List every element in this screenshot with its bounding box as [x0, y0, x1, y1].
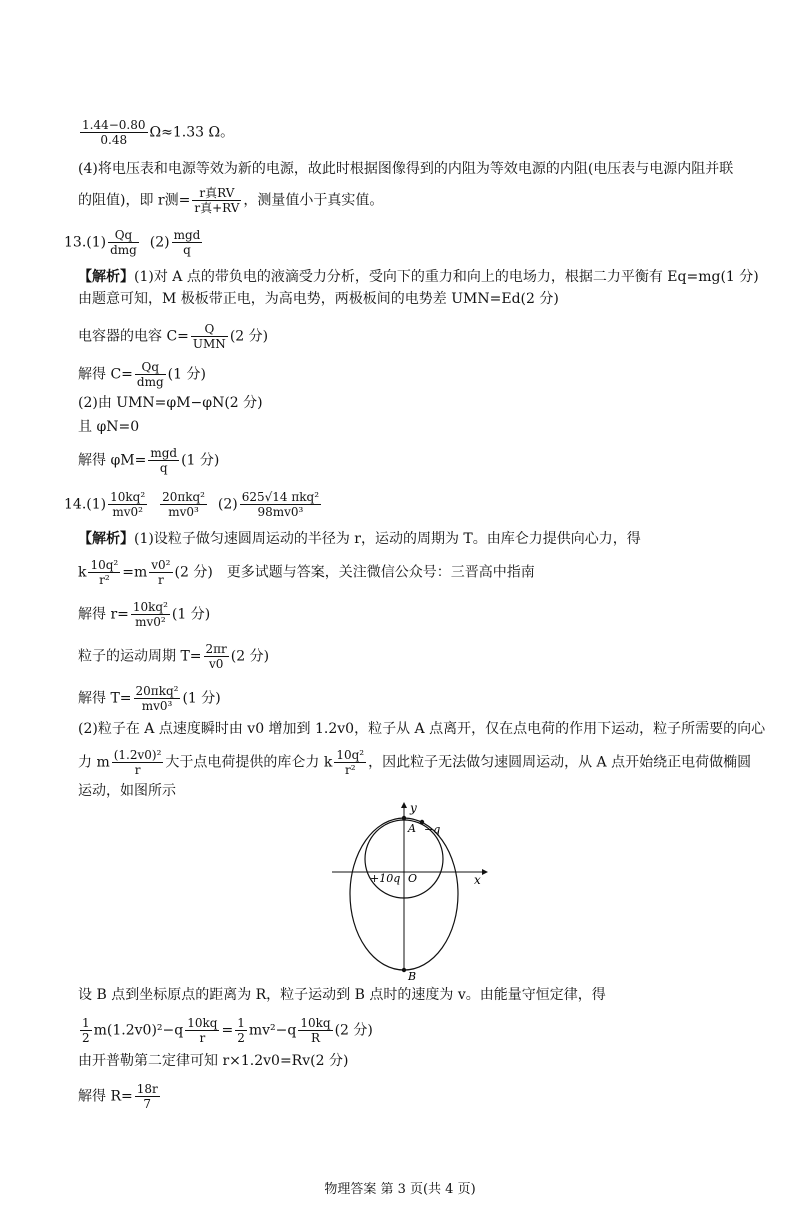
q14-analysis-3: 解得 r= $\frac{\text{10kq²}}{\text{mv0²}}$ (1 分)	[78, 600, 211, 629]
q14-answer: 14.(1) $\frac{\text{10kq²}}{\text{mv0²}}$ $\frac{\text{20πkq²}}{\text{mv0³}}$ (2) $\frac{\text{625√14 πkq²}}{\text{98mv0³}}$	[64, 490, 320, 519]
point-b	[402, 968, 406, 972]
label-a: A	[408, 822, 416, 835]
q13-analysis-6: 且 φN=0	[78, 419, 140, 435]
y-label: y	[410, 801, 417, 815]
q14-analysis-2: k $\frac{\text{10q²}}{\text{r²}}$ =m $\frac{\text{v0²}}{r}$ (2 分) 更多试题与答案，关注微信公众号：三晋高中指南	[78, 558, 535, 587]
line-2: (4)将电压表和电源等效为新的电源，故此时根据图像得到的内阻为等效电源的内阻(电压表与电源内阻并联	[78, 161, 734, 177]
q13-analysis-2: 由题意可知，M 极板带正电，为高电势，两极板间的电势差 UMN=Ed(2 分)	[78, 291, 559, 307]
q13-answer: 13.(1) $\frac{Qq}{\text{dmg}}$ (2) $\frac{\text{mgd}}{q}$	[64, 228, 201, 257]
label-b: B	[408, 970, 417, 980]
y-axis-arrow	[401, 802, 407, 808]
q14-analysis-1: 【解析】(1)设粒子做匀速圆周运动的半径为 r，运动的周期为 T。由库仑力提供向心力，得	[78, 531, 641, 547]
q13-analysis-7: 解得 φM= $\frac{\text{mgd}}{q}$ (1 分)	[78, 446, 220, 475]
q13-analysis-5: (2)由 UMN=φM−φN(2 分)	[78, 395, 263, 411]
q14-analysis-4: 粒子的运动周期 T= $\frac{2\pi r}{v0}$ (2 分)	[78, 642, 270, 671]
q14-analysis-6: (2)粒子在 A 点速度瞬时由 v0 增加到 1.2v0，粒子从 A 点离开，仅在点电荷的作用下运动，粒子所需要的向心	[78, 721, 766, 737]
line-1: $\frac{1.44-0.80}{0.48}$ Ω≈1.33 Ω。	[82, 118, 235, 147]
point-a	[402, 816, 406, 820]
x-label: x	[474, 873, 481, 887]
q13-analysis-3: 电容器的电容 C= $\frac{Q}{\text{UMN}}$ (2 分)	[78, 322, 269, 351]
page-footer: 物理答案 第 3 页(共 4 页)	[324, 1182, 476, 1197]
orbit-diagram	[320, 800, 490, 980]
line-3: 的阻值)，即 r测= $\frac{\text{r真RV}}{\text{r真+RV}}$ ，测量值小于真实值。	[78, 186, 384, 215]
q14-analysis-9: 设 B 点到坐标原点的距离为 R，粒子运动到 B 点时的速度为 v。由能量守恒定律，得	[78, 987, 606, 1003]
q14-analysis-10: $\frac{1}{2}$ m(1.2v0)²−q $\frac{10kq}{r}$ = $\frac{1}{2}$ mv²−q $\frac{10kq}{R}$ (2 分)	[82, 1016, 373, 1045]
q14-analysis-12: 解得 R= $\frac{18r}{7}$	[78, 1082, 158, 1111]
x-axis-arrow	[482, 869, 488, 875]
q13-analysis-4: 解得 C= $\frac{Qq}{\text{dmg}}$ (1 分)	[78, 360, 206, 389]
label-origin: O	[408, 872, 418, 885]
q14-analysis-11: 由开普勒第二定律可知 r×1.2v0=Rv(2 分)	[78, 1053, 349, 1069]
fraction: $\frac{1.44-0.80}{0.48}$	[82, 118, 146, 147]
q14-analysis-8: 运动，如图所示	[78, 783, 176, 799]
label-positive-charge: +10q	[370, 872, 401, 885]
q14-analysis-5: 解得 T= $\frac{\text{20πkq²}}{\text{mv0³}}$ (1 分)	[78, 684, 221, 713]
label-neg-q: −q	[424, 823, 441, 836]
q14-analysis-7: 力 m $\frac{\text{(1.2v0)²}}{r}$ 大于点电荷提供的库仑力 k $\frac{\text{10q²}}{\text{r²}}$ ，因此粒子无法做匀速圆周运动，从 A 点开始绕正电荷做椭圆	[78, 748, 752, 777]
q13-analysis-1: 【解析】(1)对 A 点的带负电的液滴受力分析，受向下的重力和向上的电场力，根据二力平衡有 Eq=mg(1 分)	[78, 269, 759, 285]
